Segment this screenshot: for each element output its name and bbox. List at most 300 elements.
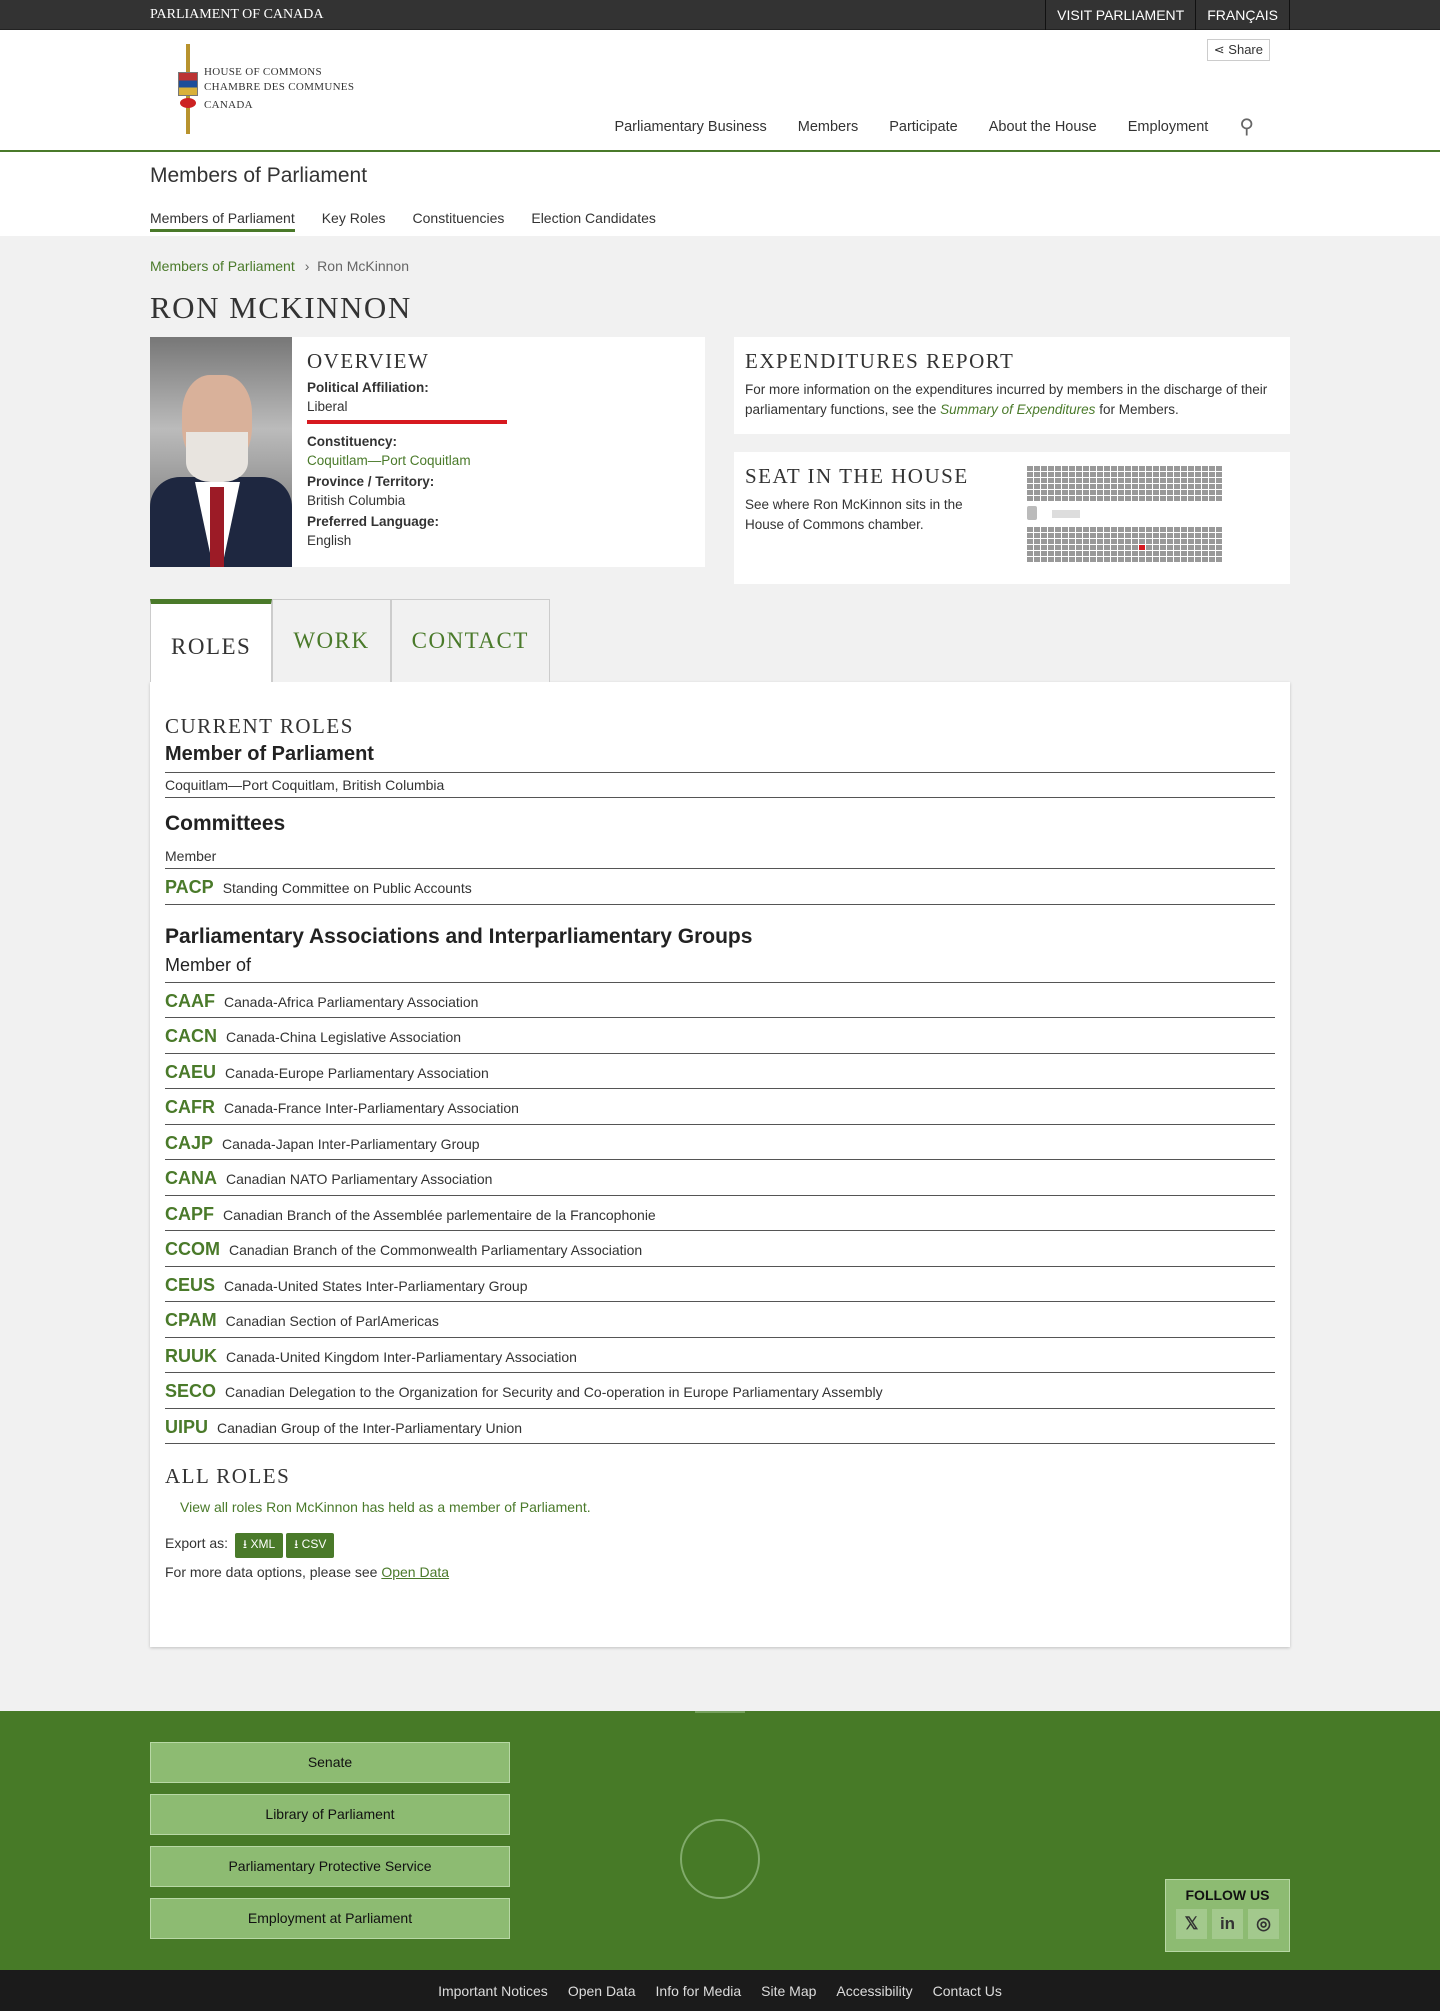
seat bbox=[1062, 472, 1068, 477]
section-header bbox=[0, 152, 1440, 236]
role-item bbox=[165, 1338, 1275, 1374]
seat bbox=[1167, 478, 1173, 483]
seat bbox=[1153, 527, 1159, 532]
seat bbox=[1048, 466, 1054, 471]
seat bbox=[1153, 533, 1159, 538]
seat bbox=[1167, 527, 1173, 532]
breadcrumb-current: Ron McKinnon bbox=[317, 258, 409, 274]
seat bbox=[1097, 527, 1103, 532]
seat bbox=[1097, 557, 1103, 562]
seat bbox=[1090, 539, 1096, 544]
seat bbox=[1027, 533, 1033, 538]
export-label: Export as: bbox=[165, 1535, 229, 1551]
footer-accessibility[interactable]: Accessibility bbox=[836, 1982, 913, 1999]
seat bbox=[1083, 527, 1089, 532]
seat bbox=[1097, 539, 1103, 544]
tab-contact[interactable]: CONTACT bbox=[391, 599, 550, 682]
seat bbox=[1216, 496, 1222, 501]
seat bbox=[1034, 533, 1040, 538]
seat bbox=[1027, 551, 1033, 556]
seat bbox=[1076, 496, 1082, 501]
seat bbox=[1076, 557, 1082, 562]
seat bbox=[1139, 490, 1145, 495]
seat bbox=[1055, 490, 1061, 495]
seat bbox=[1146, 527, 1152, 532]
party-color-bar bbox=[307, 420, 507, 424]
seat bbox=[1041, 539, 1047, 544]
seat bbox=[1034, 484, 1040, 489]
seat bbox=[1153, 478, 1159, 483]
seat bbox=[1174, 539, 1180, 544]
seat bbox=[1104, 490, 1110, 495]
seat bbox=[1202, 490, 1208, 495]
role-name: Canada-Africa Parliamentary Association bbox=[224, 993, 479, 1010]
seat bbox=[1209, 533, 1215, 538]
seat bbox=[1055, 472, 1061, 477]
seat bbox=[1083, 551, 1089, 556]
nav-parliamentary-business[interactable]: Parliamentary Business bbox=[614, 118, 767, 135]
seat bbox=[1104, 539, 1110, 544]
seat bbox=[1090, 557, 1096, 562]
role-code-link[interactable]: CAPF bbox=[165, 1203, 214, 1224]
seat bbox=[1048, 490, 1054, 495]
seat bbox=[1181, 545, 1187, 550]
role-code-link[interactable]: CPAM bbox=[165, 1310, 217, 1330]
instagram-icon[interactable]: ◎ bbox=[1248, 1909, 1279, 1939]
seat bbox=[1146, 478, 1152, 483]
seat bbox=[1048, 484, 1054, 489]
seat bbox=[1132, 533, 1138, 538]
seat bbox=[1195, 478, 1201, 483]
seat bbox=[1146, 496, 1152, 501]
subnav-constituencies[interactable]: Constituencies bbox=[412, 210, 505, 226]
seat bbox=[1048, 527, 1054, 532]
seat bbox=[1202, 545, 1208, 550]
seat bbox=[1125, 484, 1131, 489]
seat bbox=[1062, 551, 1068, 556]
seat bbox=[1167, 539, 1173, 544]
seat bbox=[1104, 484, 1110, 489]
seat bbox=[1041, 490, 1047, 495]
seat bbox=[1034, 490, 1040, 495]
seat bbox=[1139, 478, 1145, 483]
seat bbox=[1041, 527, 1047, 532]
seat bbox=[1104, 478, 1110, 483]
more-data-text: For more data options, please see bbox=[165, 1564, 382, 1580]
seat bbox=[1048, 472, 1054, 477]
export-csv-button[interactable]: ⭳ CSV bbox=[286, 1533, 334, 1558]
linkedin-icon[interactable]: in bbox=[1212, 1909, 1243, 1939]
member-seat bbox=[1139, 545, 1145, 550]
seat bbox=[1216, 551, 1222, 556]
seat bbox=[1104, 545, 1110, 550]
seat bbox=[1209, 527, 1215, 532]
seat bbox=[1118, 539, 1124, 544]
seat bbox=[1027, 472, 1033, 477]
nav-about-the-house[interactable]: About the House bbox=[988, 118, 1097, 135]
seat bbox=[1069, 533, 1075, 538]
seat bbox=[1216, 545, 1222, 550]
seat bbox=[1048, 551, 1054, 556]
seat bbox=[1069, 539, 1075, 544]
seat bbox=[1062, 490, 1068, 495]
footer-site-map[interactable]: Site Map bbox=[761, 1982, 817, 1999]
role-code-link[interactable]: CACN bbox=[165, 1026, 217, 1046]
seat bbox=[1111, 466, 1117, 471]
seat bbox=[1097, 490, 1103, 495]
role-code-link[interactable]: CANA bbox=[165, 1168, 217, 1188]
seat bbox=[1027, 490, 1033, 495]
province-label: Province / Territory: bbox=[307, 474, 435, 489]
role-code-link[interactable]: RUUK bbox=[165, 1345, 217, 1366]
footer-link-library[interactable]: Library of Parliament bbox=[150, 1794, 510, 1835]
seat bbox=[1062, 533, 1068, 538]
seat bbox=[1083, 557, 1089, 562]
seat bbox=[1055, 478, 1061, 483]
role-item bbox=[165, 1125, 1275, 1161]
roles-panel bbox=[150, 682, 1290, 1647]
footer-link-protective-service[interactable]: Parliamentary Protective Service bbox=[150, 1846, 510, 1887]
seat bbox=[1048, 545, 1054, 550]
search-icon[interactable]: ⚲ bbox=[1239, 116, 1254, 138]
subnav-election-candidates[interactable]: Election Candidates bbox=[531, 210, 656, 226]
seat bbox=[1055, 533, 1061, 538]
seat bbox=[1041, 472, 1047, 477]
seats-opposition bbox=[1027, 466, 1252, 501]
seat bbox=[1181, 557, 1187, 562]
seat bbox=[1195, 539, 1201, 544]
seat-title: SEAT IN THE HOUSE bbox=[745, 464, 969, 488]
seat bbox=[1216, 533, 1222, 538]
seat bbox=[1090, 551, 1096, 556]
seat bbox=[1083, 533, 1089, 538]
seat bbox=[1097, 466, 1103, 471]
seat bbox=[1111, 472, 1117, 477]
seat bbox=[1118, 533, 1124, 538]
seat bbox=[1146, 551, 1152, 556]
expenditures-title: EXPENDITURES REPORT bbox=[745, 349, 1015, 373]
seat bbox=[1097, 472, 1103, 477]
role-name: Canadian Branch of the Commonwealth Parliamentary Association bbox=[229, 1242, 643, 1258]
role-item bbox=[165, 1267, 1275, 1303]
seat bbox=[1041, 466, 1047, 471]
seat bbox=[1090, 484, 1096, 489]
seat bbox=[1139, 472, 1145, 477]
seat bbox=[1083, 496, 1089, 501]
seat bbox=[1160, 496, 1166, 501]
seat bbox=[1188, 466, 1194, 471]
role-item bbox=[165, 1160, 1275, 1196]
seat bbox=[1125, 557, 1131, 562]
seat bbox=[1216, 478, 1222, 483]
seat bbox=[1125, 490, 1131, 495]
seat bbox=[1069, 545, 1075, 550]
seat bbox=[1160, 490, 1166, 495]
seat bbox=[1202, 478, 1208, 483]
seat bbox=[1195, 490, 1201, 495]
role-item bbox=[165, 1089, 1275, 1125]
role-name: Canadian Section of ParlAmericas bbox=[225, 1313, 439, 1329]
open-data-link[interactable]: Open Data bbox=[381, 1564, 450, 1580]
seat bbox=[1027, 545, 1033, 550]
expenditures-card bbox=[734, 337, 1290, 434]
role-code-link[interactable]: CEUS bbox=[165, 1274, 216, 1295]
seat bbox=[1041, 545, 1047, 550]
seat bbox=[1090, 472, 1096, 477]
seat bbox=[1181, 496, 1187, 501]
seat bbox=[1069, 484, 1075, 489]
seat bbox=[1160, 539, 1166, 544]
seat bbox=[1076, 551, 1082, 556]
seat bbox=[1202, 484, 1208, 489]
role-name: Canada-United Kingdom Inter-Parliamentary Association bbox=[226, 1348, 577, 1365]
seat bbox=[1097, 496, 1103, 501]
subnav-members-of-parliament[interactable]: Members of Parliament bbox=[150, 210, 295, 232]
seat bbox=[1125, 472, 1131, 477]
logo-line-fr: CHAMBRE DES COMMUNES bbox=[204, 81, 355, 93]
nav-participate[interactable]: Participate bbox=[889, 118, 958, 135]
seat bbox=[1041, 484, 1047, 489]
role-name: Canadian Branch of the Assemblée parlementaire de la Francophonie bbox=[223, 1206, 656, 1223]
seat bbox=[1118, 527, 1124, 532]
seat bbox=[1034, 472, 1040, 477]
seat bbox=[1055, 466, 1061, 471]
seat bbox=[1195, 551, 1201, 556]
seat bbox=[1069, 466, 1075, 471]
seat bbox=[1118, 545, 1124, 550]
seat bbox=[1090, 496, 1096, 501]
export-xml-button[interactable]: ⭳ XML bbox=[235, 1533, 283, 1558]
tab-work[interactable]: WORK bbox=[272, 599, 390, 682]
seat bbox=[1195, 533, 1201, 538]
seat bbox=[1209, 478, 1215, 483]
seat bbox=[1139, 533, 1145, 538]
seat bbox=[1034, 545, 1040, 550]
seat bbox=[1069, 496, 1075, 501]
seat bbox=[1167, 472, 1173, 477]
affiliation-value: Liberal bbox=[307, 399, 348, 414]
footer-info-for-media[interactable]: Info for Media bbox=[655, 1982, 742, 1999]
footer-important-notices[interactable]: Important Notices bbox=[438, 1982, 548, 1999]
seat bbox=[1174, 484, 1180, 489]
seat bbox=[1097, 551, 1103, 556]
tab-roles[interactable]: ROLES bbox=[150, 599, 272, 682]
seat bbox=[1174, 496, 1180, 501]
seat bbox=[1153, 490, 1159, 495]
seat bbox=[1104, 551, 1110, 556]
seat bbox=[1034, 539, 1040, 544]
seat bbox=[1167, 466, 1173, 471]
role-item bbox=[165, 1373, 1275, 1409]
seat bbox=[1132, 484, 1138, 489]
seat bbox=[1188, 478, 1194, 483]
seat bbox=[1153, 551, 1159, 556]
seat bbox=[1132, 545, 1138, 550]
seat bbox=[1083, 490, 1089, 495]
role-name: Canada-Europe Parliamentary Association bbox=[225, 1064, 489, 1081]
seat bbox=[1076, 533, 1082, 538]
seat bbox=[1062, 545, 1068, 550]
seat bbox=[1125, 539, 1131, 544]
seat bbox=[1174, 466, 1180, 471]
seat bbox=[1216, 472, 1222, 477]
seat bbox=[1069, 551, 1075, 556]
seat bbox=[1083, 478, 1089, 483]
role-code-link[interactable]: UIPU bbox=[165, 1416, 209, 1437]
seat bbox=[1104, 557, 1110, 562]
seating-chart[interactable] bbox=[1027, 466, 1252, 570]
seat bbox=[1202, 496, 1208, 501]
seat bbox=[1216, 539, 1222, 544]
seat bbox=[1181, 478, 1187, 483]
seat bbox=[1174, 490, 1180, 495]
role-item bbox=[165, 1302, 1275, 1338]
seat bbox=[1125, 551, 1131, 556]
all-roles-link[interactable]: View all roles Ron McKinnon has held as a member of Parliament. bbox=[180, 1499, 591, 1515]
seat bbox=[1104, 496, 1110, 501]
role-name: Canadian Delegation to the Organization for Security and Co-operation in Europe Parliamentary Assembly bbox=[225, 1384, 883, 1400]
seat bbox=[1188, 551, 1194, 556]
role-code-link[interactable]: CAJP bbox=[165, 1132, 214, 1153]
seat bbox=[1062, 557, 1068, 562]
constituency-label: Constituency: bbox=[307, 434, 398, 449]
footer-link-employment[interactable]: Employment at Parliament bbox=[150, 1898, 510, 1939]
seat bbox=[1188, 496, 1194, 501]
seat bbox=[1216, 527, 1222, 532]
footer-open-data[interactable]: Open Data bbox=[567, 1982, 636, 1999]
seat bbox=[1167, 551, 1173, 556]
seat bbox=[1111, 551, 1117, 556]
role-code-link[interactable]: CAEU bbox=[165, 1061, 217, 1082]
seat bbox=[1132, 527, 1138, 532]
seat bbox=[1048, 557, 1054, 562]
seat bbox=[1132, 472, 1138, 477]
seat bbox=[1111, 484, 1117, 489]
seat bbox=[1062, 484, 1068, 489]
seat bbox=[1118, 490, 1124, 495]
seat bbox=[1034, 551, 1040, 556]
seat bbox=[1174, 527, 1180, 532]
overview-card bbox=[150, 337, 705, 567]
seat bbox=[1090, 545, 1096, 550]
seat bbox=[1111, 557, 1117, 562]
seat bbox=[1160, 472, 1166, 477]
seat bbox=[1139, 551, 1145, 556]
seat bbox=[1041, 551, 1047, 556]
seat bbox=[1062, 527, 1068, 532]
seat bbox=[1167, 496, 1173, 501]
seat bbox=[1118, 557, 1124, 562]
house-of-commons-logo[interactable] bbox=[178, 44, 354, 134]
role-name: Canada-France Inter-Parliamentary Association bbox=[224, 1100, 519, 1116]
follow-us-label: FOLLOW US bbox=[1185, 1887, 1270, 1903]
seat bbox=[1209, 496, 1215, 501]
nav-members[interactable]: Members bbox=[797, 118, 859, 135]
seat bbox=[1125, 545, 1131, 550]
seat bbox=[1160, 557, 1166, 562]
visit-parliament-link[interactable]: VISIT PARLIAMENT bbox=[1045, 0, 1195, 30]
breadcrumb-parent[interactable]: Members of Parliament bbox=[150, 258, 295, 274]
seat bbox=[1202, 551, 1208, 556]
seat bbox=[1118, 466, 1124, 471]
seat bbox=[1188, 533, 1194, 538]
seat bbox=[1125, 466, 1131, 471]
seat bbox=[1027, 484, 1033, 489]
seat bbox=[1153, 496, 1159, 501]
province-value: British Columbia bbox=[307, 493, 406, 508]
crest-icon bbox=[178, 44, 198, 134]
seat bbox=[1062, 478, 1068, 483]
seat bbox=[1034, 496, 1040, 501]
seat bbox=[1146, 545, 1152, 550]
seat bbox=[1125, 533, 1131, 538]
seat bbox=[1209, 539, 1215, 544]
seat bbox=[1188, 539, 1194, 544]
seat-card bbox=[734, 452, 1290, 584]
seat bbox=[1146, 466, 1152, 471]
seat bbox=[1034, 466, 1040, 471]
seat bbox=[1069, 472, 1075, 477]
seat bbox=[1139, 484, 1145, 489]
seat bbox=[1188, 545, 1194, 550]
language-toggle[interactable]: FRANÇAIS bbox=[1195, 0, 1290, 30]
summary-of-expenditures-link[interactable]: Summary of Expenditures bbox=[940, 402, 1096, 417]
role-code-link[interactable]: CAAF bbox=[165, 990, 215, 1011]
seat bbox=[1160, 484, 1166, 489]
expenditures-text: For more information on the expenditures incurred by members in the discharge of their parliamentary functions, see the bbox=[745, 382, 1268, 417]
seat bbox=[1167, 557, 1173, 562]
seat bbox=[1111, 490, 1117, 495]
seat bbox=[1118, 484, 1124, 489]
role-code-link[interactable]: SECO bbox=[165, 1381, 217, 1401]
seat bbox=[1132, 557, 1138, 562]
seat bbox=[1097, 545, 1103, 550]
constituency-link[interactable]: Coquitlam—Port Coquitlam bbox=[307, 453, 471, 468]
footer bbox=[0, 1711, 1440, 1970]
seat bbox=[1076, 545, 1082, 550]
chamber-floor bbox=[1027, 503, 1252, 525]
share-button[interactable] bbox=[1207, 39, 1270, 61]
seat bbox=[1118, 478, 1124, 483]
role-code-link[interactable]: PACP bbox=[165, 877, 214, 897]
logo-line-en: HOUSE OF COMMONS bbox=[204, 66, 322, 78]
nav-employment[interactable]: Employment bbox=[1127, 118, 1209, 135]
seat bbox=[1174, 545, 1180, 550]
x-icon[interactable]: 𝕏 bbox=[1176, 1909, 1207, 1939]
subnav-key-roles[interactable]: Key Roles bbox=[321, 210, 386, 226]
seat bbox=[1034, 527, 1040, 532]
parliament-brand[interactable]: PARLIAMENT OF CANADA bbox=[150, 7, 324, 22]
seat bbox=[1048, 539, 1054, 544]
footer-contact-us[interactable]: Contact Us bbox=[932, 1982, 1002, 1999]
chevron-right-icon: › bbox=[304, 258, 310, 274]
seat bbox=[1069, 557, 1075, 562]
seat bbox=[1188, 557, 1194, 562]
section-title: Members of Parliament bbox=[150, 164, 368, 187]
seat bbox=[1181, 466, 1187, 471]
seat bbox=[1111, 545, 1117, 550]
expenditures-text-end: for Members. bbox=[1095, 402, 1179, 417]
seat bbox=[1097, 533, 1103, 538]
role-code-link[interactable]: CCOM bbox=[165, 1239, 220, 1259]
footer-link-senate[interactable]: Senate bbox=[150, 1742, 510, 1783]
role-code-link[interactable]: CAFR bbox=[165, 1097, 215, 1117]
seat bbox=[1055, 557, 1061, 562]
seat bbox=[1209, 545, 1215, 550]
seat bbox=[1111, 527, 1117, 532]
seat bbox=[1027, 557, 1033, 562]
seat bbox=[1111, 539, 1117, 544]
